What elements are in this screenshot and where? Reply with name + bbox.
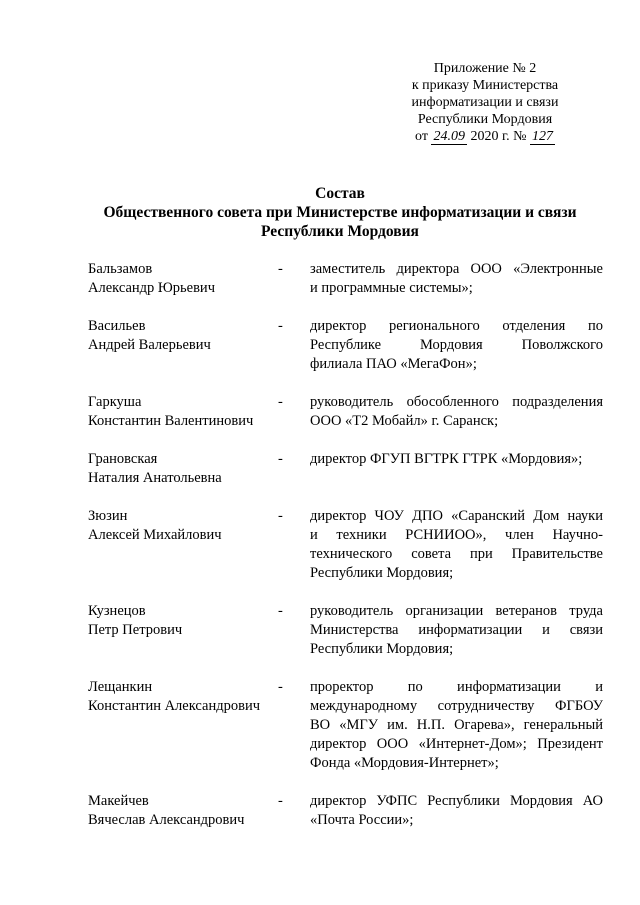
member-position-line: директор ФГУП ВГТРК ГТРК «Мордовия»; — [310, 451, 583, 467]
member-position-line: Фонда «Мордовия-Интернет»; — [310, 755, 499, 771]
member-name — [88, 678, 278, 773]
member-surname: Гаркуша — [88, 394, 142, 410]
title-line-2: Общественного совета при Министерстве информатизации и связи — [103, 204, 577, 221]
member-position-line: ООО «Т2 Мобайл» г. Саранск; — [310, 413, 499, 429]
member-position-line: заместитель директора ООО «Электронные — [310, 261, 603, 277]
handwritten-order-number: 127 — [531, 129, 553, 144]
member-surname: Грановская — [88, 451, 158, 467]
member-entry — [88, 260, 603, 298]
date-prefix: от — [415, 129, 428, 144]
member-position-line: и техники РСНИИОО», член Научно- — [310, 527, 603, 543]
date-year: 2020 г. № — [470, 129, 527, 144]
member-dash: - — [278, 793, 283, 809]
appendix-ministry: информатизации и связи — [411, 95, 559, 110]
member-name — [88, 507, 278, 583]
member-position-line: Республики Мордовия; — [310, 641, 454, 657]
member-surname: Васильев — [88, 318, 146, 334]
member-position-line: технического совета при Правительстве — [310, 546, 603, 562]
member-position-line: руководитель организации ветеранов труда — [310, 603, 603, 619]
member-surname: Макейчев — [88, 793, 149, 809]
member-entry — [88, 317, 603, 374]
appendix-date-line — [380, 128, 590, 145]
member-name — [88, 260, 278, 298]
member-surname: Бальзамов — [88, 261, 153, 277]
member-name — [88, 393, 278, 431]
member-position-line: Министерства информатизации и связи — [310, 622, 603, 638]
member-given: Вячеслав Александрович — [88, 812, 245, 828]
member-position-line: Республике Мордовия Поволжского — [310, 337, 603, 353]
member-given: Андрей Валерьевич — [88, 337, 211, 353]
member-given: Константин Александрович — [88, 698, 260, 714]
member-position — [310, 450, 603, 488]
member-position — [310, 507, 603, 583]
member-surname: Кузнецов — [88, 603, 146, 619]
member-name — [88, 317, 278, 374]
member-entry — [88, 393, 603, 431]
member-position-line: «Почта России»; — [310, 812, 414, 828]
member-surname: Лещанкин — [88, 679, 153, 695]
member-dash: - — [278, 451, 283, 467]
member-position-line: руководитель обособленного подразделения — [310, 394, 603, 410]
member-position-line: директор ЧОУ ДПО «Саранский Дом науки — [310, 508, 603, 524]
member-position-line: директор УФПС Республики Мордовия АО — [310, 793, 603, 809]
member-entry — [88, 602, 603, 659]
member-entry — [88, 507, 603, 583]
member-position-line: ВО «МГУ им. Н.П. Огарева», генеральный — [310, 717, 603, 733]
members-list — [88, 260, 603, 830]
member-dash: - — [278, 318, 283, 334]
member-position-line: директор ООО «Интернет-Дом»; Президент — [310, 736, 603, 752]
member-given: Наталия Анатольевна — [88, 470, 222, 486]
member-position-line: международному сотрудничеству ФГБОУ — [310, 698, 603, 714]
member-given: Петр Петрович — [88, 622, 183, 638]
member-given: Константин Валентинович — [88, 413, 254, 429]
member-position-line: директор регионального отделения по — [310, 318, 603, 334]
appendix-block — [380, 60, 590, 145]
document-title — [80, 184, 600, 241]
appendix-order-ref: к приказу Министерства — [411, 78, 559, 93]
member-position-line: филиала ПАО «МегаФон»; — [310, 356, 477, 372]
member-position — [310, 602, 603, 659]
member-name — [88, 792, 278, 830]
member-position-line: Республики Мордовия; — [310, 565, 454, 581]
member-position-line: и программные системы»; — [310, 280, 473, 296]
member-position-line: проректор по информатизации и — [310, 679, 603, 695]
title-line-3: Республики Мордовия — [261, 223, 419, 240]
member-entry — [88, 792, 603, 830]
member-name — [88, 602, 278, 659]
member-position — [310, 792, 603, 830]
member-dash: - — [278, 603, 283, 619]
member-surname: Зюзин — [88, 508, 128, 524]
member-position — [310, 260, 603, 298]
title-line-1: Состав — [315, 185, 365, 202]
appendix-number: Приложение № 2 — [433, 61, 537, 76]
member-dash: - — [278, 508, 283, 524]
appendix-republic: Республики Мордовия — [417, 112, 553, 127]
member-dash: - — [278, 261, 283, 277]
member-position — [310, 678, 603, 773]
member-position — [310, 317, 603, 374]
member-name — [88, 450, 278, 488]
member-given: Александр Юрьевич — [88, 280, 215, 296]
member-given: Алексей Михайлович — [88, 527, 222, 543]
member-position — [310, 393, 603, 431]
member-entry — [88, 678, 603, 773]
member-dash: - — [278, 679, 283, 695]
member-entry — [88, 450, 603, 488]
handwritten-date: 24.09 — [433, 129, 465, 144]
member-dash: - — [278, 394, 283, 410]
